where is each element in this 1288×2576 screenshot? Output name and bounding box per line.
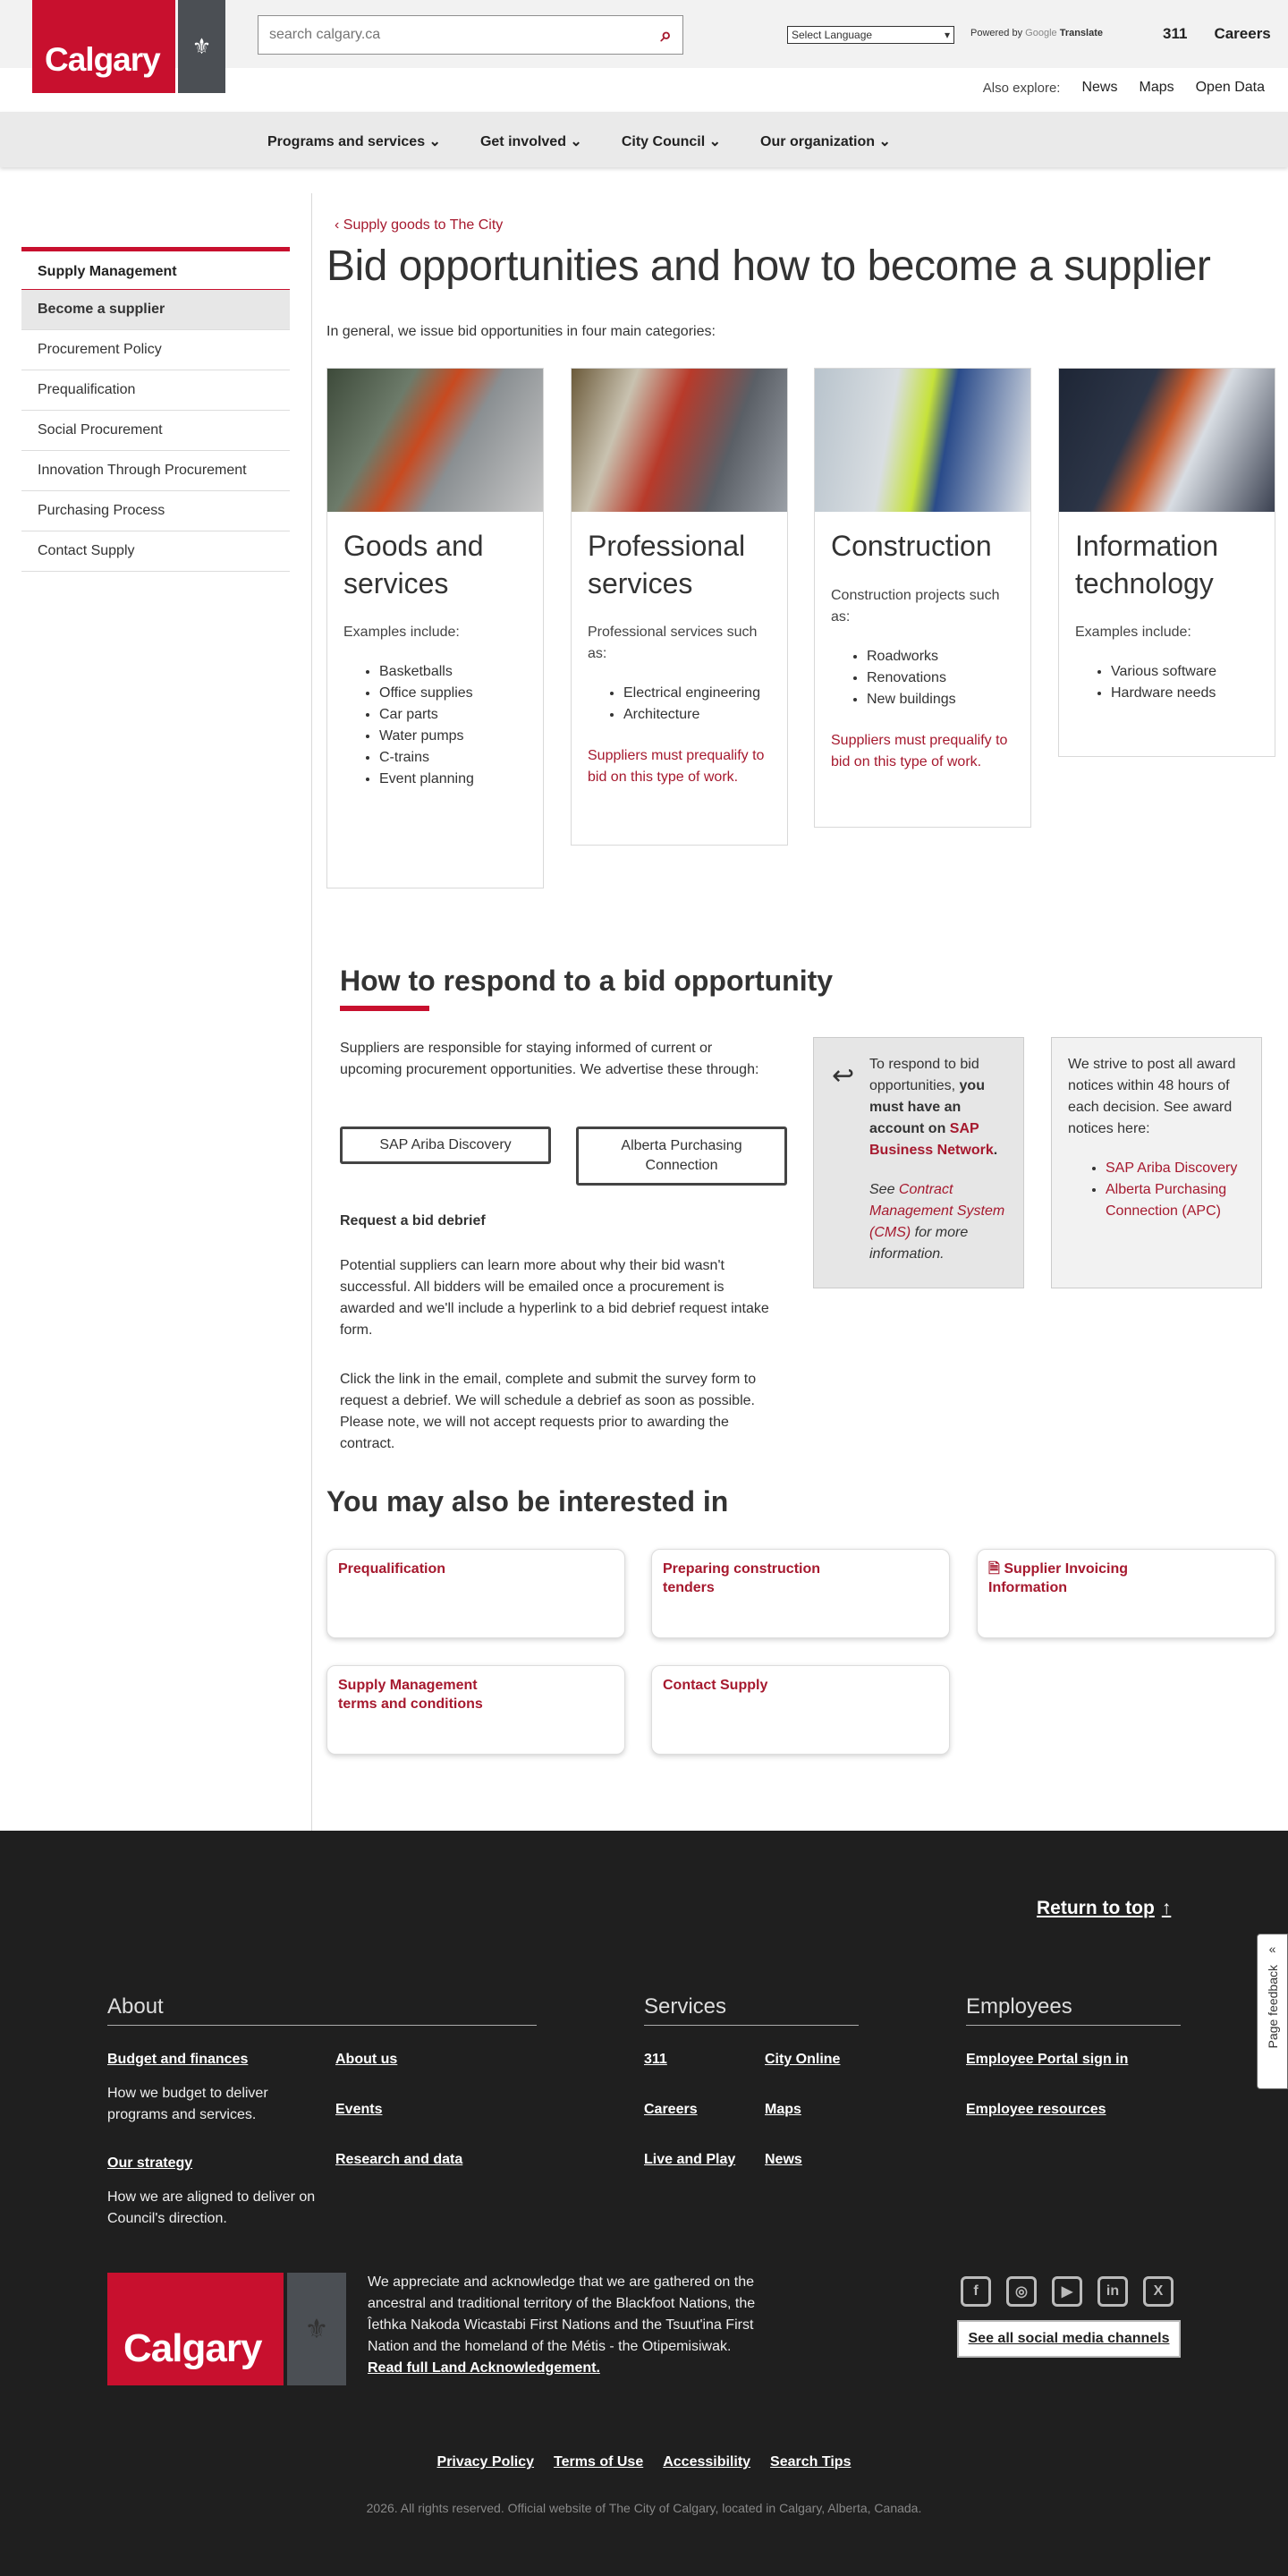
- explore-news[interactable]: News: [1081, 80, 1118, 95]
- related-link: Contact Supply: [663, 1678, 768, 1693]
- intro-text: In general, we issue bid opportunities in four main categories:: [326, 324, 716, 339]
- card-title: Goods and services: [343, 530, 484, 599]
- related-card-contact-supply[interactable]: [651, 1665, 950, 1755]
- nav-programs-and-services[interactable]: Programs and services ⌄: [267, 134, 441, 149]
- it-image: [1059, 369, 1275, 512]
- page-feedback-label: Page feedback: [1265, 1965, 1280, 2049]
- award-list: [1068, 1140, 1245, 1222]
- card-list: [815, 628, 1030, 710]
- note-pre: To respond to bid opportunities,: [869, 1057, 979, 1093]
- x-icon[interactable]: X: [1143, 2276, 1174, 2307]
- footer-budget-desc: How we budget to deliver programs and services.: [107, 2086, 268, 2122]
- card-desc: Construction projects such as:: [831, 587, 1000, 625]
- footer-link-events[interactable]: Events: [335, 2102, 383, 2117]
- related-card-invoicing[interactable]: [977, 1549, 1275, 1638]
- note-see: [869, 1179, 1009, 1265]
- footer-link-research[interactable]: Research and data: [335, 2152, 463, 2167]
- search-box: [258, 15, 683, 55]
- respond-text: Suppliers are responsible for staying informed of current or upcoming procurement opportunities. We advertise these through:: [340, 1041, 759, 1077]
- nav-get-involved[interactable]: Get involved ⌄: [479, 134, 582, 149]
- google-translate-credit: [970, 28, 1103, 38]
- card-desc: Professional services such as:: [588, 625, 758, 662]
- explore-maps[interactable]: Maps: [1139, 80, 1174, 95]
- list-item: • Hardware needs: [1111, 683, 1258, 704]
- document-icon: 🗎: [988, 1561, 1000, 1577]
- list-item: • New buildings: [867, 689, 1014, 710]
- sidebar-item-become-a-supplier[interactable]: Become a supplier: [21, 290, 290, 330]
- footer-link-maps[interactable]: Maps: [765, 2102, 801, 2117]
- instagram-icon[interactable]: ◎: [1006, 2276, 1037, 2307]
- nav-label: City Council: [621, 134, 706, 149]
- see-all-social-button[interactable]: See all social media channels: [959, 2322, 1179, 2356]
- facebook-icon[interactable]: f: [961, 2276, 991, 2307]
- sidebar-item-social-procurement[interactable]: Social Procurement: [21, 411, 290, 451]
- category-card-goods: [326, 368, 544, 888]
- translate-text: Translate: [1059, 28, 1104, 38]
- sidebar-item-innovation[interactable]: Innovation Through Procurement: [21, 451, 290, 491]
- list-item: • Event planning: [379, 769, 527, 790]
- list-item: • Renovations: [867, 667, 1014, 689]
- sidebar-item-prequalification[interactable]: Prequalification: [21, 370, 290, 411]
- linkedin-icon[interactable]: in: [1097, 2276, 1128, 2307]
- footer-link-news[interactable]: News: [765, 2152, 802, 2167]
- breadcrumb[interactable]: ‹ Supply goods to The City: [335, 217, 504, 233]
- sidebar-item-contact-supply[interactable]: Contact Supply: [21, 531, 290, 572]
- main-nav: [0, 112, 1288, 167]
- footer-link-311[interactable]: 311: [644, 2052, 667, 2067]
- land-acknowledgement: [368, 2272, 797, 2379]
- related-link: Supplier Invoicing Information: [988, 1561, 1129, 1595]
- crest-icon: ⚜: [287, 2273, 346, 2385]
- accessibility-link[interactable]: Accessibility: [663, 2454, 751, 2470]
- also-explore: [983, 80, 1265, 96]
- related-card-terms[interactable]: [326, 1665, 625, 1755]
- nav-label: Our organization: [760, 134, 876, 149]
- card-desc: Examples include:: [1075, 625, 1191, 641]
- category-card-professional: [571, 368, 788, 846]
- footer-about-heading: About: [107, 1994, 537, 2026]
- also-explore-label: Also explore:: [982, 80, 1061, 96]
- list-item: • C-trains: [379, 747, 527, 769]
- card-title: Construction: [831, 530, 992, 562]
- chevron-down-icon: ▾: [944, 29, 950, 41]
- sap-ariba-button[interactable]: SAP Ariba Discovery: [340, 1126, 551, 1164]
- interested-heading: You may also be interested in: [326, 1485, 729, 1518]
- related-link: Supply Management terms and conditions: [338, 1678, 483, 1712]
- sidebar-item-purchasing-process[interactable]: Purchasing Process: [21, 491, 290, 531]
- ack-text: We appreciate and acknowledge that we are gathered on the ancestral and traditional territory of the Blackfoot Nations, the Îethka Nakoda Wicastabi First Nations and the Tsuut'ina First Nation and the homeland of the Métis - the Otipemisiwak.: [368, 2274, 756, 2354]
- card-title: Information technology: [1075, 530, 1219, 599]
- list-item: • Car parts: [379, 704, 527, 726]
- footer-strategy-desc: How we are aligned to deliver on Council's direction.: [107, 2189, 316, 2226]
- related-link: Prequalification: [338, 1561, 446, 1577]
- return-to-top-link[interactable]: [1037, 1898, 1171, 1919]
- alberta-purchasing-button[interactable]: Alberta Purchasing Connection: [576, 1126, 787, 1186]
- goods-image: [327, 369, 543, 512]
- search-tips-link[interactable]: Search Tips: [770, 2454, 852, 2470]
- sidebar-item-procurement-policy[interactable]: Procurement Policy: [21, 330, 290, 370]
- related-card-prequalification[interactable]: [326, 1549, 625, 1638]
- related-link: Preparing construction tenders: [663, 1561, 821, 1595]
- arrow-up-icon: ↑: [1161, 1898, 1172, 1918]
- page-title: Bid opportunities and how to become a supplier: [326, 242, 1211, 290]
- logo-wordmark: Calgary: [32, 0, 175, 93]
- top-nav: [1163, 25, 1271, 43]
- account-note: [813, 1037, 1024, 1288]
- footer-link-employee-resources[interactable]: Employee resources: [966, 2102, 1106, 2117]
- search-input[interactable]: [269, 27, 661, 43]
- return-to-top-label: Return to top: [1037, 1898, 1155, 1918]
- reply-arrow-icon: ↩: [832, 1061, 855, 1091]
- list-item: • Water pumps: [379, 726, 527, 747]
- card-list: [572, 665, 787, 726]
- award-notices: [1051, 1037, 1262, 1288]
- nav-label: Get involved: [479, 134, 566, 149]
- footer-link-careers[interactable]: Careers: [644, 2102, 698, 2117]
- legal-links: [0, 2454, 1288, 2470]
- related-card-construction-tenders[interactable]: [651, 1549, 950, 1638]
- footer-services-heading: Services: [644, 1994, 859, 2026]
- debrief-text-2: Click the link in the email, complete and submit the survey form to request a debrief. We will schedule a debrief as soon as possible. Please note, we will not accept requests prior to awarding the contract.: [340, 1372, 757, 1451]
- sidebar-heading[interactable]: Supply Management: [21, 247, 290, 290]
- list-item: • Electrical engineering: [623, 683, 771, 704]
- footer-link-strategy[interactable]: Our strategy: [107, 2155, 193, 2171]
- google-text: Google: [1025, 28, 1057, 38]
- page-feedback-tab[interactable]: [1257, 1934, 1288, 2089]
- breadcrumb-label: Supply goods to The City: [343, 217, 504, 233]
- cms-link[interactable]: Contract Management System (CMS): [869, 1182, 1005, 1240]
- list-item: • Basketballs: [379, 661, 527, 683]
- professional-image: [572, 369, 787, 512]
- prequalify-link[interactable]: Suppliers must prequalify to bid on this type of work.: [831, 732, 1008, 769]
- nav-311[interactable]: 311: [1163, 25, 1188, 42]
- see-post-text: for more information.: [869, 1225, 969, 1262]
- sap-business-network-link[interactable]: SAP Business Network: [869, 1121, 994, 1158]
- list-item: • Roadworks: [867, 646, 1014, 667]
- language-select[interactable]: [787, 26, 954, 44]
- nav-label: Programs and services: [267, 134, 426, 149]
- debrief-heading: Request a bid debrief: [340, 1213, 486, 1228]
- footer-link-live-play[interactable]: Live and Play: [644, 2152, 736, 2167]
- card-list: [327, 643, 543, 790]
- award-text: We strive to post all award notices within 48 hours of each decision. See award notices here:: [1068, 1057, 1236, 1136]
- calgary-logo[interactable]: [32, 0, 225, 93]
- heading-underline: [340, 1006, 429, 1011]
- land-ack-link[interactable]: Read full Land Acknowledgement.: [368, 2360, 600, 2376]
- language-select-label: Select Language: [792, 29, 873, 41]
- youtube-icon[interactable]: ▶: [1052, 2276, 1082, 2307]
- debrief-text: Potential suppliers can learn more about why their bid wasn't successful. All bidders will be emailed once a procurement is awarded and we'll include a hyperlink to a bid debrief request intake form.: [340, 1258, 769, 1338]
- respond-heading: How to respond to a bid opportunity: [340, 965, 834, 997]
- privacy-policy-link[interactable]: Privacy Policy: [436, 2454, 535, 2470]
- nav-city-council[interactable]: City Council ⌄: [621, 134, 722, 149]
- note-text: To respond to bid opportunities, you must have an account on SAP Business Network.: [869, 1057, 998, 1158]
- sidebar: [21, 247, 290, 572]
- construction-image: [815, 369, 1030, 512]
- footer-link-budget[interactable]: Budget and finances: [107, 2052, 249, 2067]
- copyright: 2026. All rights reserved. Official website of The City of Calgary, located in Calgary, Alberta, Canada.: [366, 2501, 922, 2515]
- category-card-construction: [814, 368, 1031, 828]
- card-desc: Examples include:: [343, 625, 460, 641]
- card-list: [1059, 643, 1275, 704]
- search-icon[interactable]: ⌕: [660, 23, 672, 46]
- double-chevron-icon: «: [1268, 1942, 1276, 1956]
- note-bold: you must have an account on: [869, 1078, 985, 1136]
- social-icons: [961, 2276, 1174, 2307]
- category-card-it: [1058, 368, 1275, 757]
- explore-open-data[interactable]: Open Data: [1195, 80, 1265, 95]
- list-item: • Office supplies: [379, 683, 527, 704]
- divider: [311, 193, 312, 1831]
- see-text: See: [869, 1182, 895, 1197]
- footer-link-about-us[interactable]: About us: [335, 2052, 398, 2067]
- footer-link-employee-portal[interactable]: Employee Portal sign in: [966, 2052, 1129, 2067]
- card-title: Professional services: [588, 530, 746, 599]
- nav-careers[interactable]: Careers: [1214, 25, 1271, 42]
- nav-our-organization[interactable]: Our organization ⌄: [760, 134, 891, 149]
- award-link-apc[interactable]: Alberta Purchasing Connection (APC): [1106, 1182, 1227, 1219]
- powered-by-text: Powered by: [970, 28, 1023, 38]
- crest-icon: ⚜: [178, 0, 225, 93]
- terms-of-use-link[interactable]: Terms of Use: [554, 2454, 644, 2470]
- footer-link-city-online[interactable]: City Online: [765, 2052, 841, 2067]
- list-item: • Architecture: [623, 704, 771, 726]
- footer-logo[interactable]: [107, 2273, 346, 2385]
- footer-logo-wordmark: Calgary: [107, 2273, 284, 2385]
- footer-employees-heading: Employees: [966, 1994, 1181, 2026]
- prequalify-link[interactable]: Suppliers must prequalify to bid on this type of work.: [588, 748, 765, 786]
- list-item: • Various software: [1111, 661, 1258, 683]
- award-link-sap[interactable]: SAP Ariba Discovery: [1106, 1160, 1238, 1176]
